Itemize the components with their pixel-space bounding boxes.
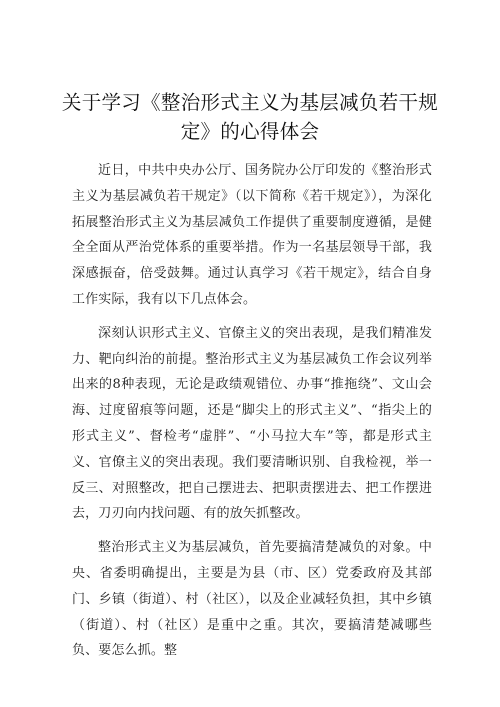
paragraph-2: 深刻认识形式主义、官僚主义的突出表现，是我们精准发力、靶向纠治的前提。整治形式主义为基层减负工作会议列举出来的8种表现，无论是政绩观错位、办事“推拖绕”、文山会海、过度留痕等问题，还是“脚尖上的形式主义”、“指尖上的形式主义”、督检考“虚胖”、“小马拉大车”等，都是形式主义、官僚主义的突出表现。我们要清晰识别、自我检视，举一反三、对照整改，把自己摆进去、把职责摆进去、把工作摆进去，刀刃向内找问题、有的放矢抓整改。: [72, 325, 432, 522]
paragraph-3: 整治形式主义为基层减负，首先要搞清楚减负的对象。中央、省委明确提出，主要是为县（市、区）党委政府及其部门、乡镇（街道）、村（社区），以及企业减轻负担，其中乡镇（街道）、村（社区）是重中之重。其次，要搞清楚减哪些负、要怎么抓。整: [72, 540, 432, 659]
paragraph-1: 近日，中共中央办公厅、国务院办公厅印发的《整治形式主义为基层减负若干规定》（以下简称《若干规定》），为深化拓展整治形式主义为基层减负工作提供了重要制度遵循，是健全全面从严治党体系的重要举措。作为一名基层领导干部，我深感振奋，倍受鼓舞。通过认真学习《若干规定》，结合自身工作实际，我有以下几点体会。: [72, 163, 432, 307]
document-body: [72, 158, 432, 672]
document-title: 关于学习《整治形式主义为基层减负若干规定》的心得体会: [61, 91, 439, 143]
